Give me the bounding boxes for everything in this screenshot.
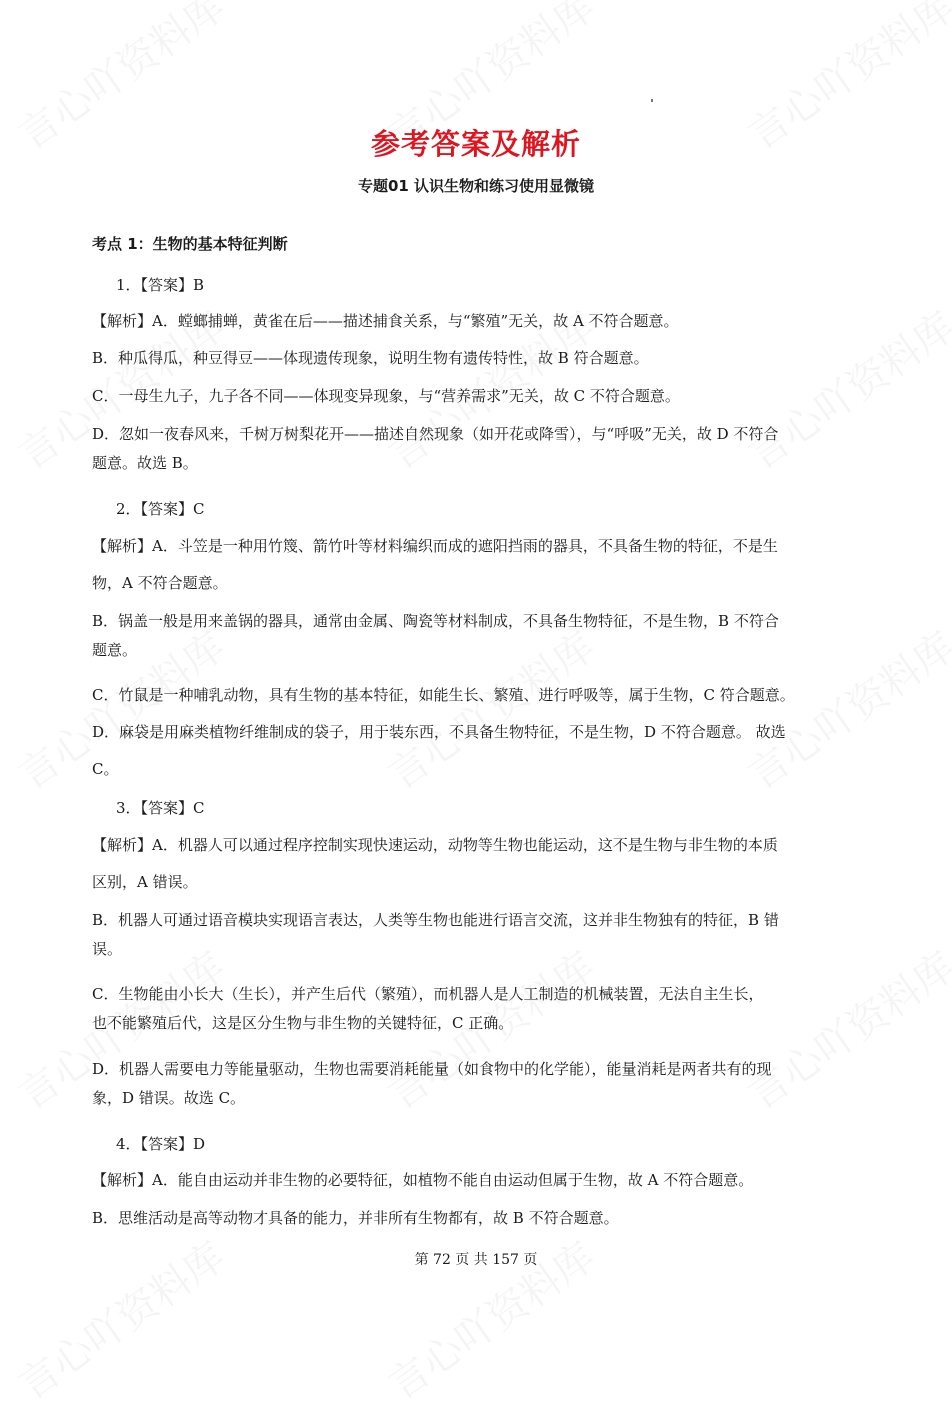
text-line: 题意。 [92, 641, 138, 659]
explanation-paragraph [92, 348, 862, 377]
page-footer: 第 72 页 共 157 页 [414, 1252, 538, 1268]
text-line: C．一母生九子，九子各不同——体现变异现象，与“营养需求”无关，故 C 不符合题意。 [92, 387, 680, 405]
text-line: B．机器人可通过语音模块实现语言表达，人类等生物也能进行语言交流，这并非生物独有的特征，B 错 [92, 911, 779, 929]
text-line: 区别，A 错误。 [92, 873, 198, 891]
answer-label: 1．【答案】B [116, 276, 205, 294]
explanation-paragraph [92, 835, 862, 909]
explanation-paragraph [92, 722, 862, 796]
explanation-paragraph [92, 386, 862, 415]
explanation-paragraph [92, 424, 862, 482]
explanation-paragraph [92, 536, 862, 610]
text-line: 【解析】A．螳螂捕蝉，黄雀在后——描述捕食关系，与“繁殖”无关，故 A 不符合题意。 [92, 312, 679, 330]
page-mark [651, 99, 653, 102]
text-line: 误。 [92, 940, 123, 958]
text-line: 物，A 不符合题意。 [92, 574, 228, 592]
explanation-paragraph [92, 685, 862, 714]
answer-label: 3．【答案】C [116, 799, 205, 817]
text-line: D．麻袋是用麻类植物纤维制成的袋子，用于装东西，不具备生物特征，不是生物，D 不符合题意。 故选 [92, 723, 786, 741]
text-line: 象，D 错误。故选 C。 [92, 1089, 246, 1107]
text-line: B．锅盖一般是用来盖锅的器具，通常由金属、陶瓷等材料制成，不具备生物特征，不是生物，B 不符合 [92, 612, 779, 630]
text-line: C．竹鼠是一种哺乳动物，具有生物的基本特征，如能生长、繁殖、进行呼吸等，属于生物，C 符合题意。 [92, 686, 795, 704]
page-title: 参考答案及解析 [370, 127, 581, 161]
explanation-paragraph [92, 1208, 862, 1237]
explanation-paragraph [92, 910, 862, 968]
text-line: C。 [92, 760, 119, 778]
text-line: 题意。故选 B。 [92, 454, 198, 472]
text-line: C．生物能由小长大（生长），并产生后代（繁殖），而机器人是人工制造的机械装置，无法自主生长， [92, 985, 764, 1003]
text-line: 【解析】A．机器人可以通过程序控制实现快速运动，动物等生物也能运动，这不是生物与非生物的本质 [92, 836, 778, 854]
text-line: D．机器人需要电力等能量驱动，生物也需要消耗能量（如食物中的化学能），能量消耗是两者共有的现 [92, 1060, 772, 1078]
text-line: B．种瓜得瓜，种豆得豆——体现遗传现象，说明生物有遗传特性，故 B 符合题意。 [92, 349, 649, 367]
text-line: 也不能繁殖后代，这是区分生物与非生物的关键特征，C 正确。 [92, 1014, 514, 1032]
text-line: B．思维活动是高等动物才具备的能力，并非所有生物都有，故 B 不符合题意。 [92, 1209, 619, 1227]
answer-label: 4．【答案】D [116, 1135, 206, 1153]
explanation-paragraph [92, 984, 862, 1042]
text-line: 【解析】A．斗笠是一种用竹篾、箭竹叶等材料编织而成的遮阳挡雨的器具，不具备生物的特征，不是生 [92, 537, 778, 555]
answer-label: 2．【答案】C [116, 500, 205, 518]
explanation-paragraph [92, 311, 862, 340]
text-line: D．忽如一夜春风来，千树万树梨花开——描述自然现象（如开花或降雪），与“呼吸”无关，故 D 不符合 [92, 425, 779, 443]
page-subtitle: 专题01 认识生物和练习使用显微镜 [357, 177, 595, 195]
section-heading: 考点 1：生物的基本特征判断 [92, 235, 288, 253]
explanation-paragraph [92, 1170, 862, 1199]
explanation-paragraph [92, 1059, 862, 1117]
text-line: 【解析】A．能自由运动并非生物的必要特征，如植物不能自由运动但属于生物，故 A 不符合题意。 [92, 1171, 754, 1189]
explanation-paragraph [92, 611, 862, 669]
